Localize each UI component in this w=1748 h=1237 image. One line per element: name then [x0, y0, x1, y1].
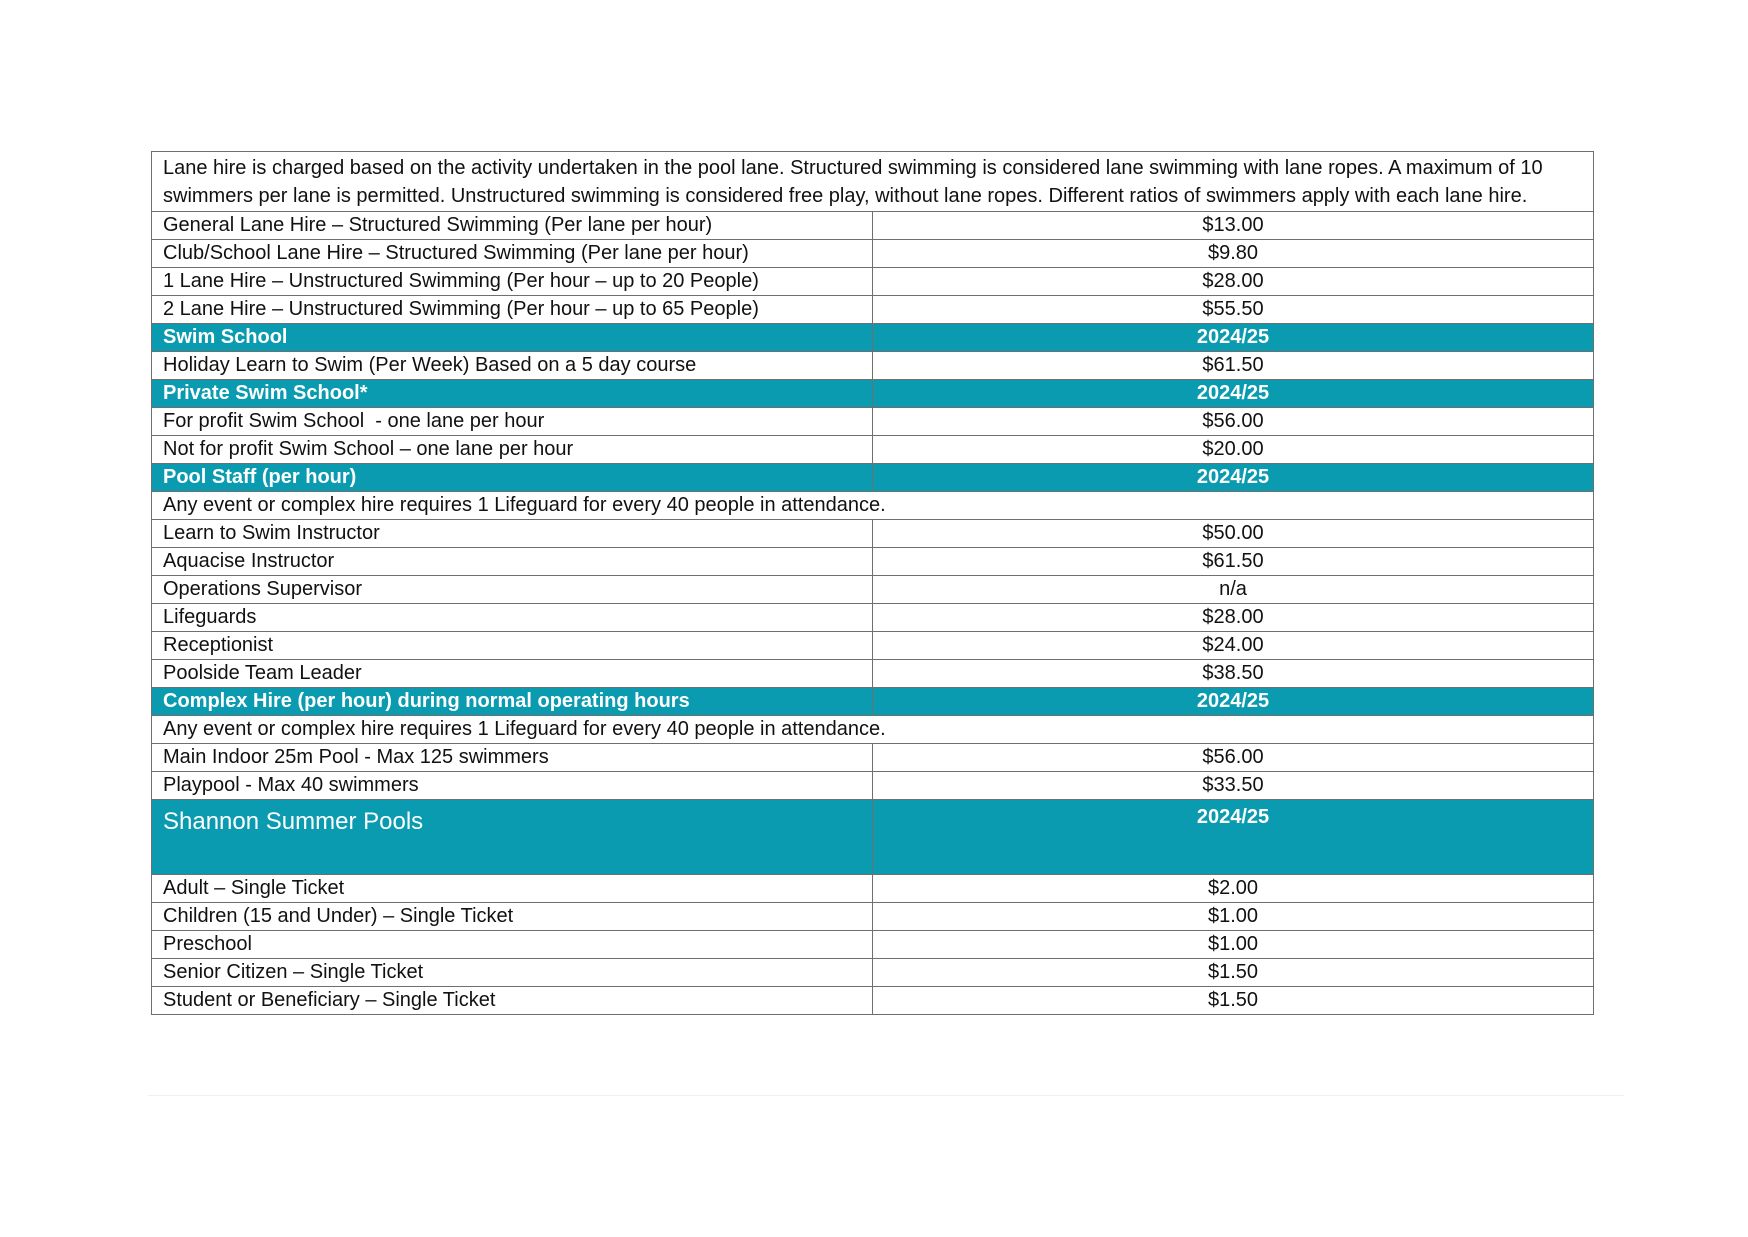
fee-price: $9.80: [873, 240, 1594, 268]
section-year: 2024/25: [873, 380, 1594, 408]
table-row: [152, 240, 1594, 268]
fee-price: $1.00: [873, 931, 1594, 959]
note-row: [152, 492, 1594, 520]
fee-description: 1 Lane Hire – Unstructured Swimming (Per hour – up to 20 People): [152, 268, 873, 296]
section-year: 2024/25: [873, 800, 1594, 875]
table-row: [152, 436, 1594, 464]
fee-price: $1.00: [873, 903, 1594, 931]
section-header-pool-staff: [152, 464, 1594, 492]
fees-table: [151, 151, 1594, 1015]
fee-price: $28.00: [873, 268, 1594, 296]
fee-description: Holiday Learn to Swim (Per Week) Based on a 5 day course: [152, 352, 873, 380]
fee-description: Preschool: [152, 931, 873, 959]
table-row: [152, 931, 1594, 959]
fee-description: Receptionist: [152, 632, 873, 660]
section-title: Private Swim School*: [152, 380, 873, 408]
fee-price: $61.50: [873, 548, 1594, 576]
section-header-shannon-summer-pools: [152, 800, 1594, 875]
fee-price: $13.00: [873, 212, 1594, 240]
fee-price: $28.00: [873, 604, 1594, 632]
intro-text: Lane hire is charged based on the activity undertaken in the pool lane. Structured swimming is considered lane swimming with lane ropes. A maximum of 10 swimmers per lane is permitted. Unstructured swimming is considered free play, without lane ropes. Different ratios of swimmers apply with each lane hire.: [152, 152, 1594, 212]
section-header-swim-school: [152, 324, 1594, 352]
table-row: [152, 875, 1594, 903]
fee-price: $61.50: [873, 352, 1594, 380]
fee-description: Student or Beneficiary – Single Ticket: [152, 987, 873, 1015]
section-title: Pool Staff (per hour): [152, 464, 873, 492]
section-title: Complex Hire (per hour) during normal operating hours: [152, 688, 873, 716]
table-row: [152, 987, 1594, 1015]
section-year: 2024/25: [873, 324, 1594, 352]
note-row: [152, 716, 1594, 744]
fee-price: $38.50: [873, 660, 1594, 688]
section-year: 2024/25: [873, 688, 1594, 716]
table-row: [152, 632, 1594, 660]
section-header-private-swim-school: [152, 380, 1594, 408]
fee-description: Lifeguards: [152, 604, 873, 632]
table-row: [152, 772, 1594, 800]
section-title: Swim School: [152, 324, 873, 352]
section-year: 2024/25: [873, 464, 1594, 492]
table-row: [152, 903, 1594, 931]
table-row: [152, 604, 1594, 632]
lifeguard-note: Any event or complex hire requires 1 Lifeguard for every 40 people in attendance.: [152, 492, 1594, 520]
page-divider: [148, 1095, 1624, 1096]
fee-description: Playpool - Max 40 swimmers: [152, 772, 873, 800]
fee-price: $1.50: [873, 959, 1594, 987]
fee-price: $33.50: [873, 772, 1594, 800]
fee-price: $1.50: [873, 987, 1594, 1015]
fee-price: $50.00: [873, 520, 1594, 548]
table-row: [152, 296, 1594, 324]
table-row: [152, 352, 1594, 380]
fee-description: Not for profit Swim School – one lane per hour: [152, 436, 873, 464]
fee-description: Main Indoor 25m Pool - Max 125 swimmers: [152, 744, 873, 772]
table-row: [152, 212, 1594, 240]
fee-description: Learn to Swim Instructor: [152, 520, 873, 548]
fee-description: 2 Lane Hire – Unstructured Swimming (Per hour – up to 65 People): [152, 296, 873, 324]
fee-price: $55.50: [873, 296, 1594, 324]
fee-price: $2.00: [873, 875, 1594, 903]
fee-price: $56.00: [873, 744, 1594, 772]
fee-price: $20.00: [873, 436, 1594, 464]
table-row: [152, 576, 1594, 604]
table-row: [152, 660, 1594, 688]
fee-price: n/a: [873, 576, 1594, 604]
fee-description: Senior Citizen – Single Ticket: [152, 959, 873, 987]
lifeguard-note: Any event or complex hire requires 1 Lifeguard for every 40 people in attendance.: [152, 716, 1594, 744]
fee-description: Children (15 and Under) – Single Ticket: [152, 903, 873, 931]
section-title: Shannon Summer Pools: [152, 800, 873, 875]
fee-description: Aquacise Instructor: [152, 548, 873, 576]
table-row: [152, 744, 1594, 772]
table-row: [152, 959, 1594, 987]
fee-description: Operations Supervisor: [152, 576, 873, 604]
fee-description: Poolside Team Leader: [152, 660, 873, 688]
fee-description: General Lane Hire – Structured Swimming (Per lane per hour): [152, 212, 873, 240]
table-row: [152, 520, 1594, 548]
fee-description: Adult – Single Ticket: [152, 875, 873, 903]
table-row: [152, 268, 1594, 296]
fee-description: For profit Swim School - one lane per hour: [152, 408, 873, 436]
section-header-complex-hire: [152, 688, 1594, 716]
table-row: [152, 408, 1594, 436]
fee-price: $56.00: [873, 408, 1594, 436]
table-row: [152, 548, 1594, 576]
intro-row: [152, 152, 1594, 212]
fee-price: $24.00: [873, 632, 1594, 660]
fee-description: Club/School Lane Hire – Structured Swimming (Per lane per hour): [152, 240, 873, 268]
